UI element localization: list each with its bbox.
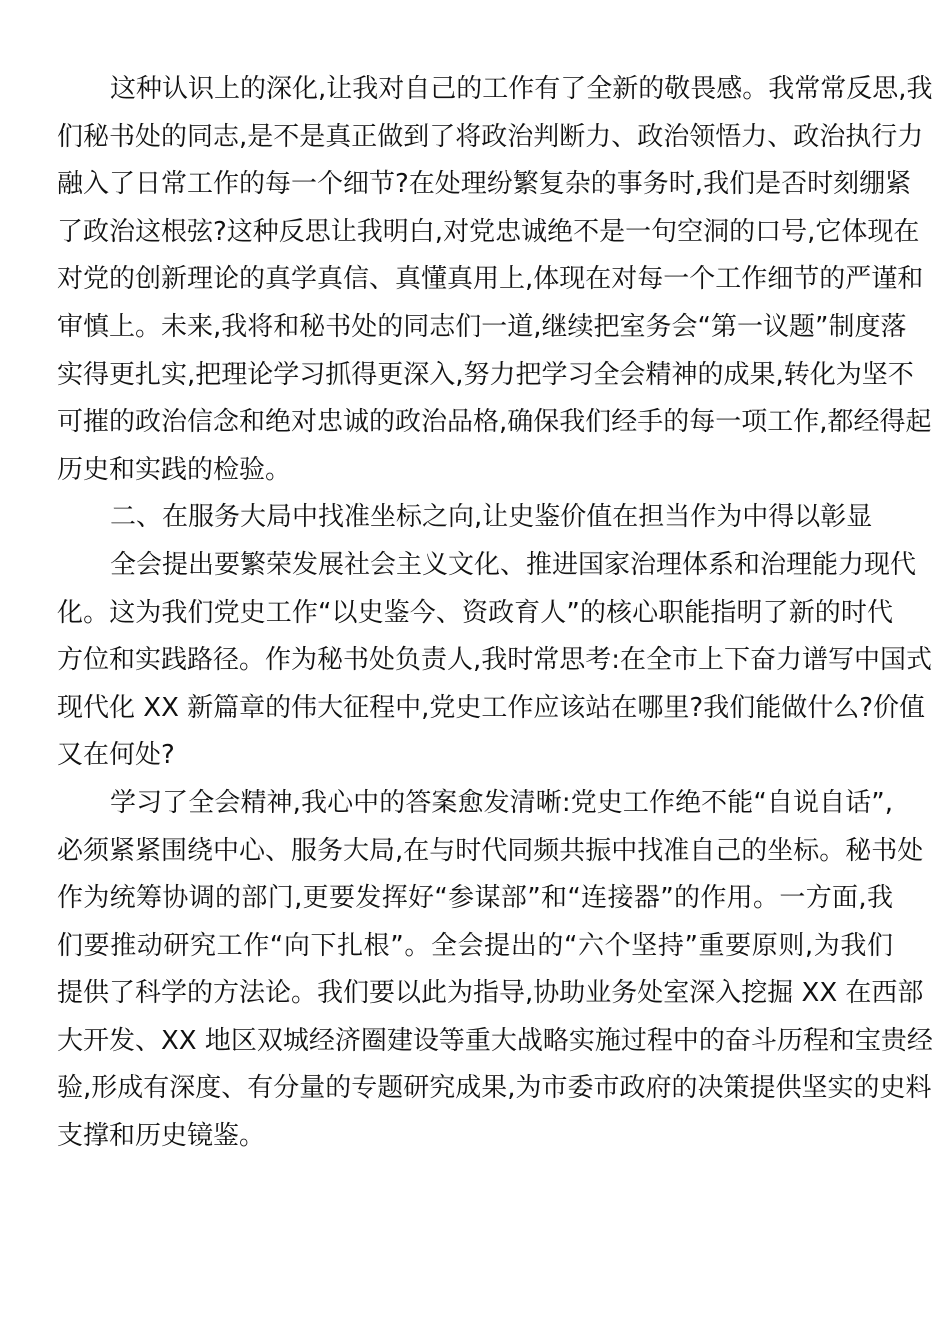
text-line: 化。这为我们党史工作“以史鉴今、资政育人”的核心职能指明了新的时代 (57, 597, 893, 628)
document-page (57, 66, 933, 1161)
heading-text: 二、在服务大局中找准坐标之向,让史鉴价值在担当作为中得以彰显 (110, 502, 873, 533)
text-line: 作为统筹协调的部门,更要发挥好“参谋部”和“连接器”的作用。一方面,我 (57, 883, 893, 914)
text-line: 方位和实践路径。作为秘书处负责人,我时常思考:在全市上下奋力谱写中国式 (57, 645, 933, 676)
paragraph-3 (57, 780, 933, 1161)
section-heading (57, 494, 893, 542)
text-line: 对党的创新理论的真学真信、真懂真用上,体现在对每一个工作细节的严谨和 (57, 264, 924, 295)
text-line: 支撑和历史镜鉴。 (57, 1121, 266, 1152)
text-line: 学习了全会精神,我心中的答案愈发清晰:党史工作绝不能“自说自话”, (110, 787, 893, 818)
paragraph-1 (57, 66, 933, 494)
text-line: 们要推动研究工作“向下扎根”。全会提出的“六个坚持”重要原则,为我们 (57, 930, 893, 961)
text-line: 又在何处? (57, 740, 175, 771)
text-line: 提供了科学的方法论。我们要以此为指导,协助业务处室深入挖掘 XX 在西部 (57, 978, 924, 1009)
paragraph-2 (57, 542, 933, 780)
text-line: 大开发、XX 地区双城经济圈建设等重大战略实施过程中的奋斗历程和宝贵经 (57, 1025, 933, 1056)
text-line: 现代化 XX 新篇章的伟大征程中,党史工作应该站在哪里?我们能做什么?价值 (57, 692, 926, 723)
text-line: 可摧的政治信念和绝对忠诚的政治品格,确保我们经手的每一项工作,都经得起 (57, 407, 932, 438)
text-line: 历史和实践的检验。 (57, 454, 292, 485)
text-line: 全会提出要繁荣发展社会主义文化、推进国家治理体系和治理能力现代 (110, 549, 917, 580)
text-line: 这种认识上的深化,让我对自己的工作有了全新的敬畏感。我常常反思,我 (110, 74, 933, 104)
text-line: 了政治这根弦?这种反思让我明白,对党忠诚绝不是一句空洞的口号,它体现在 (57, 216, 920, 247)
text-line: 审慎上。未来,我将和秘书处的同志们一道,继续把室务会“第一议题”制度落 (57, 311, 907, 342)
text-line: 融入了日常工作的每一个细节?在处理纷繁复杂的事务时,我们是否时刻绷紧 (57, 169, 912, 200)
text-line: 实得更扎实,把理论学习抓得更深入,努力把学习全会精神的成果,转化为坚不 (57, 359, 914, 390)
text-line: 必须紧紧围绕中心、服务大局,在与时代同频共振中找准自己的坐标。秘书处 (57, 835, 924, 866)
text-line: 验,形成有深度、有分量的专题研究成果,为市委市政府的决策提供坚实的史料 (57, 1073, 932, 1104)
text-line: 们秘书处的同志,是不是真正做到了将政治判断力、政治领悟力、政治执行力 (57, 121, 924, 152)
